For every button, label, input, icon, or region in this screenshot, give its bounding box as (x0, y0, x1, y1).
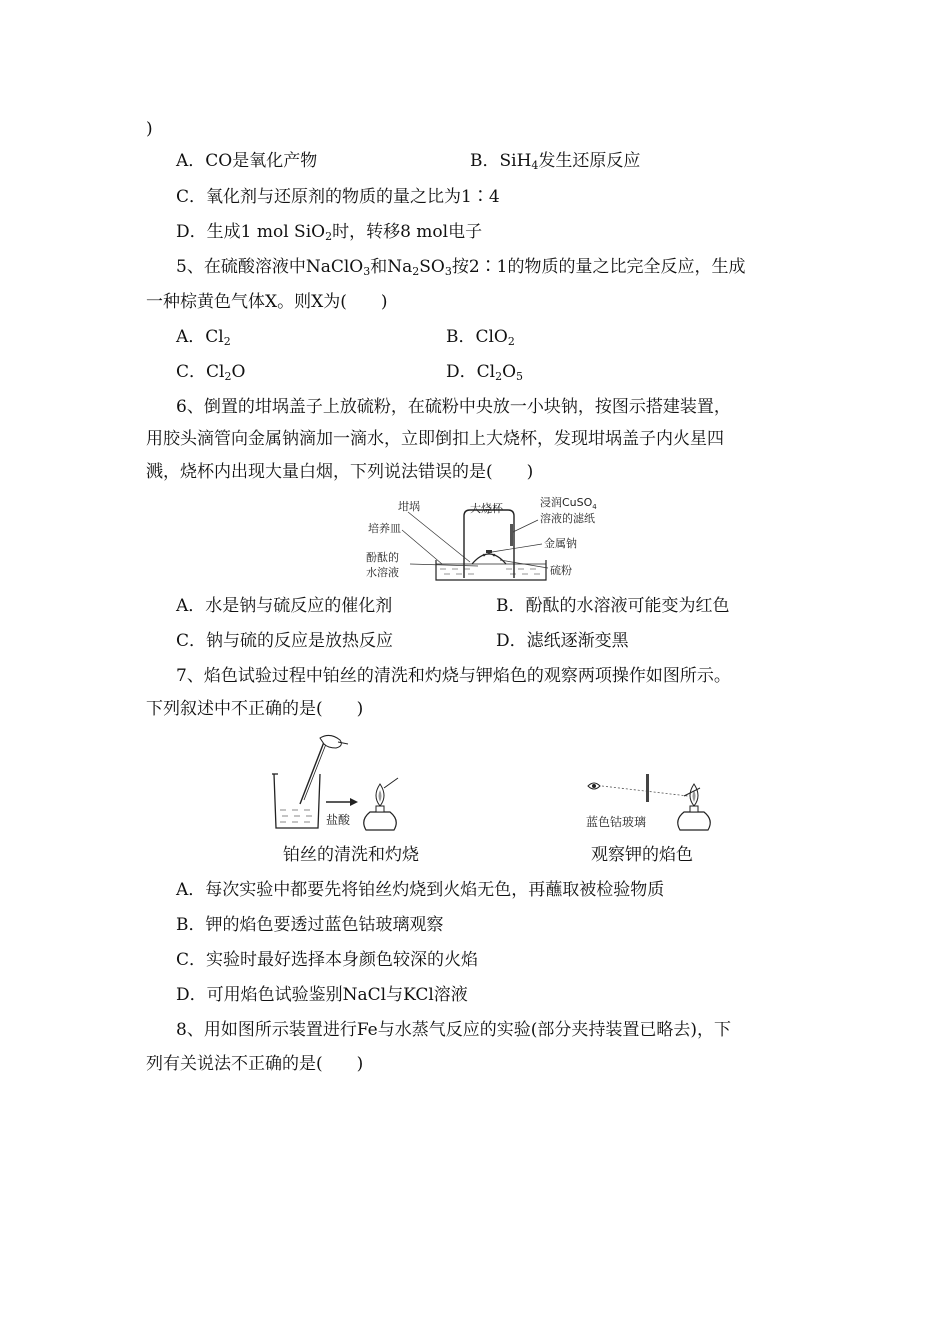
eye-icon (588, 783, 600, 789)
q5-option-d: D．$Cl_2O_5$ (446, 362, 524, 383)
large-beaker (464, 510, 514, 578)
q6-option-a: A．水是钠与硫反应的催化剂 (176, 596, 393, 616)
q6-stem-line1: 6、倒置的坩埚盖子上放硫粉，在硫粉中央放一小块钠，按图示搭建装置， (176, 397, 731, 417)
q4-option-d: D．生成1 mol SiO$_2$时，转移8 mol电子 (176, 222, 483, 243)
label-phenolphthalein-line1: 酚酞的 (366, 551, 399, 564)
q4-option-a: A．CO是氧化产物 (176, 151, 318, 171)
q5-option-c: C．$Cl_2O$ (176, 362, 246, 383)
label-blue-cobalt-glass: 蓝色钴玻璃 (586, 815, 647, 829)
label-filter-paper-line1: 浸润CuSO$_4$ (540, 496, 597, 511)
petri-dish (436, 560, 546, 580)
q6-option-d: D．滤纸逐渐变黑 (496, 631, 629, 651)
label-phenolphthalein-line2: 水溶液 (366, 566, 399, 579)
alcohol-lamp (364, 778, 398, 830)
q6-apparatus-figure (360, 494, 630, 586)
q7-figure-cleaning (268, 730, 408, 834)
alcohol-lamp (678, 784, 711, 830)
label-large-beaker: 大烧杯 (470, 502, 503, 515)
q4-closing-paren: ) (146, 119, 153, 139)
arrow-icon (326, 798, 358, 806)
q5-option-a: A．$Cl_2$ (176, 327, 231, 348)
line-of-sight (602, 786, 688, 796)
label-sulfur-powder: 硫粉 (550, 564, 572, 577)
q7-stem-line1: 7、焰色试验过程中铂丝的清洗和灼烧与钾焰色的观察两项操作如图所示。 (176, 666, 731, 686)
blue-cobalt-glass (646, 774, 649, 802)
label-petri-dish: 培养皿 (368, 522, 401, 535)
q8-stem-line2: 列有关说法不正确的是( ) (146, 1054, 364, 1074)
q6-option-c: C．钠与硫的反应是放热反应 (176, 631, 394, 651)
sulfur-and-sodium (483, 550, 496, 556)
q7-option-a: A．每次实验中都要先将铂丝灼烧到火焰无色，再蘸取被检验物质 (176, 880, 665, 900)
q5-stem-line1: 5、在硫酸溶液中NaClO$_3$和$Na_2SO_3$按2∶1的物质的量之比完全反应，生成 (176, 257, 746, 278)
q7-stem-line2: 下列叙述中不正确的是( ) (146, 699, 364, 719)
q4-option-b: B．SiH$_4$发生还原反应 (470, 151, 641, 172)
q7-caption-left: 铂丝的清洗和灼烧 (283, 845, 419, 865)
label-filter-paper-line2: 溶液的滤纸 (540, 512, 595, 525)
q4-option-c: C．氧化剂与还原剂的物质的量之比为1∶4 (176, 187, 500, 207)
label-hydrochloric-acid: 盐酸 (326, 813, 351, 827)
q7-option-c: C．实验时最好选择本身颜色较深的火焰 (176, 950, 479, 970)
platinum-wire-with-hand (300, 735, 348, 804)
q5-option-b: B．ClO$_2$ (446, 327, 515, 348)
q7-caption-right: 观察钾的焰色 (591, 845, 693, 865)
q7-option-b: B．钾的焰色要透过蓝色钴玻璃观察 (176, 915, 444, 935)
q7-option-d: D．可用焰色试验鉴别NaCl与KCl溶液 (176, 985, 468, 1005)
hydrochloric-acid-beaker (272, 774, 320, 828)
q6-stem-line3: 溅，烧杯内出现大量白烟，下列说法错误的是( ) (146, 462, 534, 482)
label-crucible: 坩埚 (398, 500, 420, 513)
q6-stem-line2: 用胶头滴管向金属钠滴加一滴水，立即倒扣上大烧杯，发现坩埚盖子内火星四 (146, 429, 724, 449)
q7-figure-observing (580, 770, 720, 834)
q8-stem-line1: 8、用如图所示装置进行Fe与水蒸气反应的实验(部分夹持装置已略去)，下 (176, 1020, 732, 1040)
crucible-lid (472, 554, 506, 564)
q6-option-b: B．酚酞的水溶液可能变为红色 (496, 596, 730, 616)
q5-stem-line2: 一种棕黄色气体X。则X为( ) (146, 292, 388, 312)
label-sodium: 金属钠 (544, 537, 577, 550)
filter-paper (510, 524, 513, 546)
